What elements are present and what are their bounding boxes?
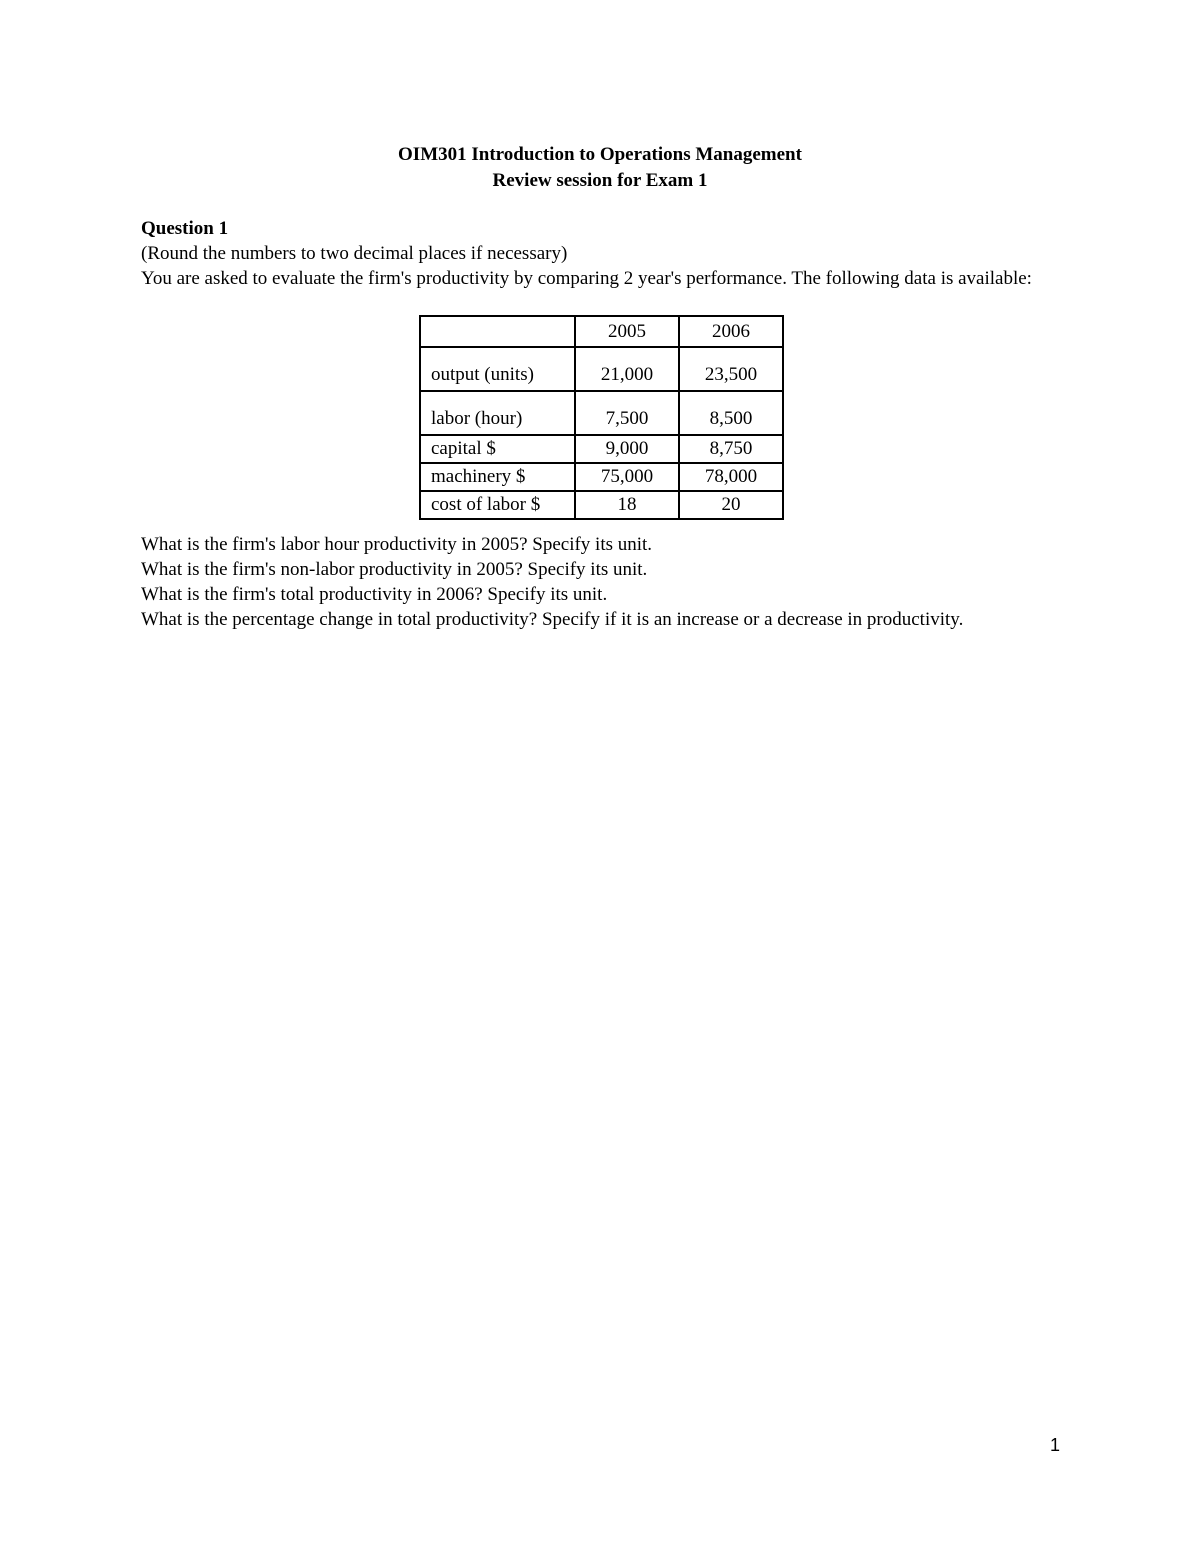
table-header-row bbox=[420, 316, 783, 347]
document-title: OIM301 Introduction to Operations Management bbox=[398, 144, 802, 165]
question-heading: Question 1 bbox=[141, 218, 229, 239]
cell-2006: 8,750 bbox=[679, 435, 783, 463]
table-row bbox=[420, 491, 783, 519]
row-label: output (units) bbox=[420, 347, 575, 391]
title-block bbox=[0, 142, 1200, 194]
row-label: cost of labor $ bbox=[420, 491, 575, 519]
page-number: 1 bbox=[1049, 1435, 1060, 1455]
cell-2006: 78,000 bbox=[679, 463, 783, 491]
cell-2005: 18 bbox=[575, 491, 679, 519]
question-intro: You are asked to evaluate the firm's productivity by comparing 2 year's performance. The following data is available: bbox=[141, 268, 1032, 289]
table-row bbox=[420, 391, 783, 435]
cell-2005: 7,500 bbox=[575, 391, 679, 435]
cell-2005: 75,000 bbox=[575, 463, 679, 491]
question-1-section bbox=[141, 216, 1061, 291]
cell-2006: 23,500 bbox=[679, 347, 783, 391]
table-row bbox=[420, 435, 783, 463]
table-row bbox=[420, 463, 783, 491]
cell-2005: 21,000 bbox=[575, 347, 679, 391]
rounding-instruction: (Round the numbers to two decimal places if necessary) bbox=[141, 243, 568, 264]
document-subtitle: Review session for Exam 1 bbox=[492, 170, 708, 191]
row-label: labor (hour) bbox=[420, 391, 575, 435]
table-row bbox=[420, 347, 783, 391]
productivity-data-table bbox=[419, 315, 784, 520]
table-header-cell: 2005 bbox=[575, 316, 679, 347]
cell-2005: 9,000 bbox=[575, 435, 679, 463]
table-header-cell: 2006 bbox=[679, 316, 783, 347]
cell-2006: 8,500 bbox=[679, 391, 783, 435]
sub-question: What is the firm's total productivity in 2006? Specify its unit. bbox=[141, 584, 608, 605]
table-header-cell bbox=[420, 316, 575, 347]
sub-question: What is the firm's labor hour productivity in 2005? Specify its unit. bbox=[141, 534, 653, 555]
row-label: capital $ bbox=[420, 435, 575, 463]
row-label: machinery $ bbox=[420, 463, 575, 491]
sub-question: What is the percentage change in total productivity? Specify if it is an increase or a decrease in productivity. bbox=[141, 609, 964, 630]
question-list bbox=[141, 532, 1021, 632]
cell-2006: 20 bbox=[679, 491, 783, 519]
sub-question: What is the firm's non-labor productivity in 2005? Specify its unit. bbox=[141, 559, 648, 580]
